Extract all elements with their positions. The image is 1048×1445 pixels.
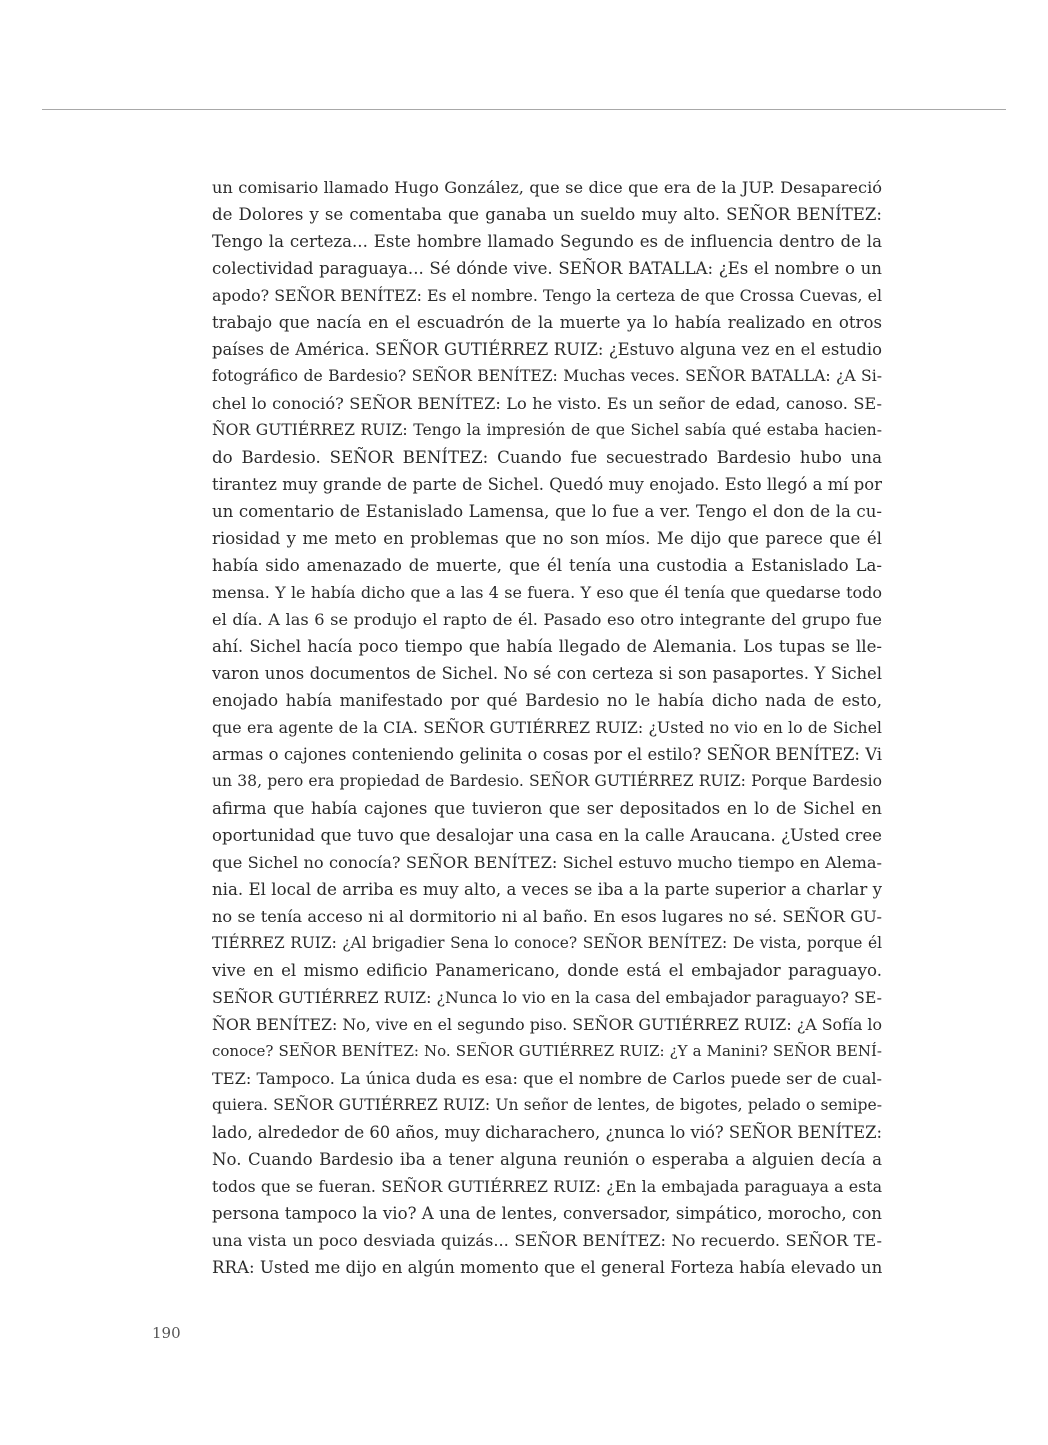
text-line: varon unos documentos de Sichel. No sé con certeza si son pasaportes. Y Sichel (212, 664, 882, 683)
text-line: lado, alrededor de 60 años, muy dicharachero, ¿nunca lo vió? SEÑOR BENÍTEZ: (212, 1123, 882, 1142)
text-line: no se tenía acceso ni al dormitorio ni al baño. En esos lugares no sé. SEÑOR GU- (212, 907, 882, 926)
text-line: No. Cuando Bardesio iba a tener alguna reunión o esperaba a alguien decía a (212, 1150, 882, 1169)
text-line: que Sichel no conocía? SEÑOR BENÍTEZ: Sichel estuvo mucho tiempo en Alema- (212, 853, 882, 872)
text-line: colectividad paraguaya... Sé dónde vive. SEÑOR BATALLA: ¿Es el nombre o un (212, 259, 882, 278)
text-line: chel lo conoció? SEÑOR BENÍTEZ: Lo he visto. Es un señor de edad, canoso. SE- (212, 394, 882, 413)
text-line: Tengo la certeza... Este hombre llamado Segundo es de influencia dentro de la (212, 232, 882, 251)
text-line: un comisario llamado Hugo González, que se dice que era de la JUP. Desapareció (212, 178, 882, 197)
page-number: 190 (152, 1324, 181, 1342)
text-line: vive en el mismo edificio Panamericano, donde está el embajador paraguayo. (212, 961, 882, 980)
text-line: armas o cajones conteniendo gelinita o cosas por el estilo? SEÑOR BENÍTEZ: Vi (212, 745, 882, 764)
text-line: enojado había manifestado por qué Bardesio no le había dicho nada de esto, (212, 691, 882, 710)
text-line: TIÉRREZ RUIZ: ¿Al brigadier Sena lo conoce? SEÑOR BENÍTEZ: De vista, porque él (212, 934, 882, 952)
text-line: apodo? SEÑOR BENÍTEZ: Es el nombre. Tengo la certeza de que Crossa Cuevas, el (212, 286, 882, 305)
text-line: que era agente de la CIA. SEÑOR GUTIÉRREZ RUIZ: ¿Usted no vio en lo de Sichel (212, 718, 882, 737)
text-line: había sido amenazado de muerte, que él tenía una custodia a Estanislado La- (212, 556, 882, 575)
text-line: fotográfico de Bardesio? SEÑOR BENÍTEZ: Muchas veces. SEÑOR BATALLA: ¿A Si- (212, 367, 882, 385)
text-line: afirma que había cajones que tuvieron que ser depositados en lo de Sichel en (212, 799, 882, 818)
text-line: quiera. SEÑOR GUTIÉRREZ RUIZ: Un señor de lentes, de bigotes, pelado o semipe- (212, 1096, 882, 1114)
text-line: RRA: Usted me dijo en algún momento que el general Forteza había elevado un (212, 1258, 882, 1277)
text-line: do Bardesio. SEÑOR BENÍTEZ: Cuando fue secuestrado Bardesio hubo una (212, 448, 882, 467)
text-line: oportunidad que tuvo que desalojar una casa en la calle Araucana. ¿Usted cree (212, 826, 882, 845)
text-line: tirantez muy grande de parte de Sichel. Quedó muy enojado. Esto llegó a mí por (212, 475, 882, 494)
text-line: ÑOR BENÍTEZ: No, vive en el segundo piso. SEÑOR GUTIÉRREZ RUIZ: ¿A Sofía lo (212, 1015, 882, 1034)
text-line: SEÑOR GUTIÉRREZ RUIZ: ¿Nunca lo vio en la casa del embajador paraguayo? SE- (212, 988, 882, 1007)
text-line: ahí. Sichel hacía poco tiempo que había llegado de Alemania. Los tupas se lle- (212, 637, 882, 656)
text-line: países de América. SEÑOR GUTIÉRREZ RUIZ: ¿Estuvo alguna vez en el estudio (212, 340, 882, 359)
text-line: trabajo que nacía en el escuadrón de la muerte ya lo había realizado en otros (212, 313, 882, 332)
text-line: riosidad y me meto en problemas que no son míos. Me dijo que parece que él (212, 529, 882, 548)
text-line: persona tampoco la vio? A una de lentes, conversador, simpático, morocho, con (212, 1204, 882, 1223)
text-line: conoce? SEÑOR BENÍTEZ: No. SEÑOR GUTIÉRREZ RUIZ: ¿Y a Manini? SEÑOR BENÍ- (212, 1042, 882, 1060)
text-line: un 38, pero era propiedad de Bardesio. SEÑOR GUTIÉRREZ RUIZ: Porque Bardesio (212, 772, 882, 790)
text-line: un comentario de Estanislado Lamensa, que lo fue a ver. Tengo el don de la cu- (212, 502, 882, 521)
text-line: mensa. Y le había dicho que a las 4 se fuera. Y eso que él tenía que quedarse todo (212, 583, 882, 602)
text-line: el día. A las 6 se produjo el rapto de él. Pasado eso otro integrante del grupo fue (212, 610, 882, 629)
text-line: una vista un poco desviada quizás... SEÑOR BENÍTEZ: No recuerdo. SEÑOR TE- (212, 1231, 882, 1250)
header-rule (42, 109, 1006, 110)
text-line: todos que se fueran. SEÑOR GUTIÉRREZ RUIZ: ¿En la embajada paraguaya a esta (212, 1177, 882, 1196)
body-text (212, 174, 882, 1281)
text-line: TEZ: Tampoco. La única duda es esa: que el nombre de Carlos puede ser de cual- (212, 1069, 882, 1088)
text-line: de Dolores y se comentaba que ganaba un sueldo muy alto. SEÑOR BENÍTEZ: (212, 205, 882, 224)
text-line: ÑOR GUTIÉRREZ RUIZ: Tengo la impresión de que Sichel sabía qué estaba hacien- (212, 421, 882, 439)
text-line: nia. El local de arriba es muy alto, a veces se iba a la parte superior a charlar y (212, 880, 882, 899)
